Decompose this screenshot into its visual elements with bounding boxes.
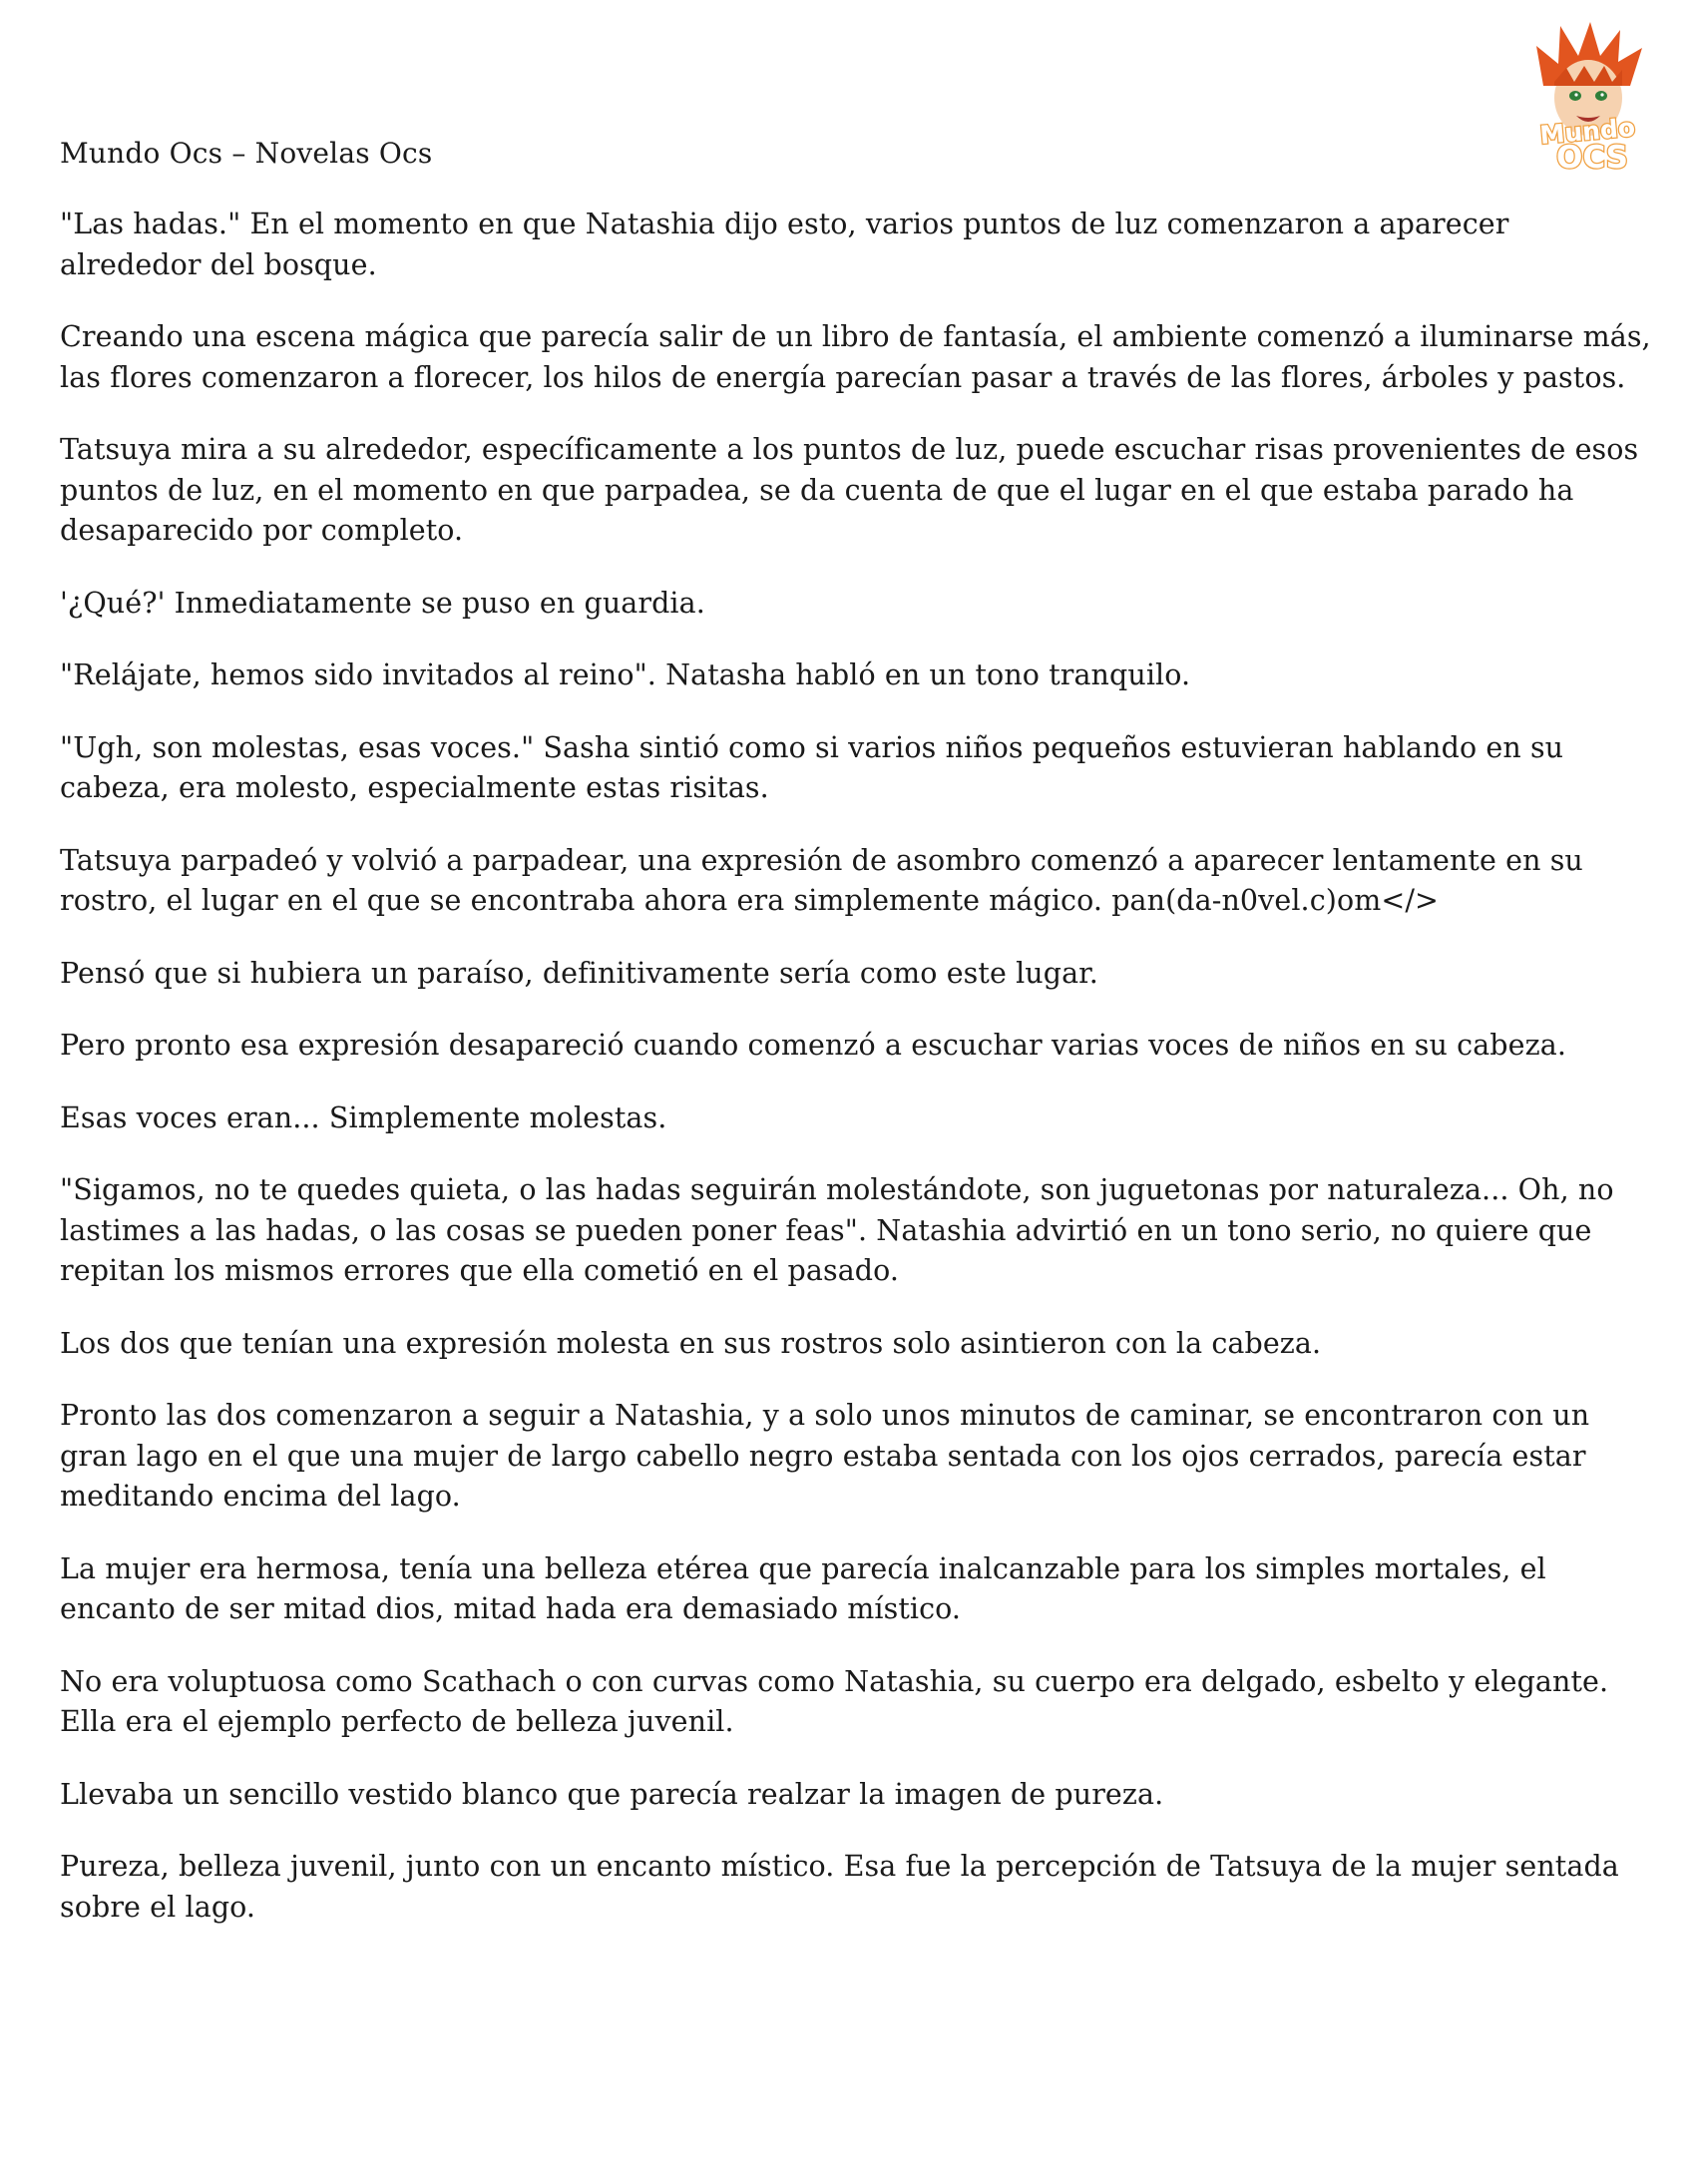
paragraph: "Relájate, hemos sido invitados al reino". Natasha habló en un tono tranquilo. [60, 658, 1191, 691]
paragraph: Tatsuya mira a su alrededor, específicamente a los puntos de luz, puede escuchar risas provenientes de esos puntos de luz, en el momento en que parpadea, se da cuenta de que el lugar en el que estaba parado ha desaparecido por completo. [60, 433, 1639, 547]
paragraph: Pronto las dos comenzaron a seguir a Natashia, y a solo unos minutos de caminar, se encontraron con un gran lago en el que una mujer de largo cabello negro estaba sentada con los ojos cerrados, parecía estar meditando encima del lago. [60, 1399, 1590, 1513]
paragraph: Creando una escena mágica que parecía salir de un libro de fantasía, el ambiente comenzó a iluminarse más, las flores comenzaron a florecer, los hilos de energía parecían pasar a través de las flores, árboles y pastos. [60, 320, 1651, 394]
paragraph: Tatsuya parpadeó y volvió a parpadear, una expresión de asombro comenzó a aparecer lentamente en su rostro, el lugar en el que se encontraba ahora era simplemente mágico. pan(da-n0vel.c)om</> [60, 843, 1583, 917]
page-header-title: Mundo Ocs – Novelas Ocs [60, 137, 433, 170]
novel-body [60, 205, 1656, 1960]
paragraph: La mujer era hermosa, tenía una belleza etérea que parecía inalcanzable para los simples mortales, el encanto de ser mitad dios, mitad hada era demasiado místico. [60, 1551, 1546, 1625]
svg-text:OCS: OCS [1555, 140, 1629, 176]
mundo-ocs-logo [1508, 16, 1668, 176]
paragraph: "Ugh, son molestas, esas voces." Sasha sintió como si varios niños pequeños estuvieran hablando en su cabeza, era molesto, especialmente estas risitas. [60, 730, 1564, 804]
paragraph: '¿Qué?' Inmediatamente se puso en guardia. [60, 586, 705, 620]
paragraph: Los dos que tenían una expresión molesta en sus rostros solo asintieron con la cabeza. [60, 1326, 1322, 1360]
paragraph: Pero pronto esa expresión desapareció cuando comenzó a escuchar varias voces de niños en su cabeza. [60, 1029, 1566, 1062]
paragraph: Esas voces eran... Simplemente molestas. [60, 1100, 667, 1134]
paragraph: Llevaba un sencillo vestido blanco que parecía realzar la imagen de pureza. [60, 1777, 1164, 1811]
paragraph: "Las hadas." En el momento en que Natashia dijo esto, varios puntos de luz comenzaron a aparecer alrededor del bosque. [60, 208, 1509, 281]
svg-text:Mundo: Mundo [1538, 112, 1637, 151]
paragraph: Pensó que si hubiera un paraíso, definitivamente sería como este lugar. [60, 956, 1098, 990]
paragraph: "Sigamos, no te quedes quieta, o las hadas seguirán molestándote, son juguetonas por naturaleza... Oh, no lastimes a las hadas, o las cosas se pueden poner feas". Natashia advirtió en un tono serio, no quiere que repitan los mismos errores que ella cometió en el pasado. [60, 1173, 1614, 1287]
paragraph: No era voluptuosa como Scathach o con curvas como Natashia, su cuerpo era delgado, esbelto y elegante. Ella era el ejemplo perfecto de belleza juvenil. [60, 1664, 1609, 1738]
paragraph: Pureza, belleza juvenil, junto con un encanto místico. Esa fue la percepción de Tatsuya de la mujer sentada sobre el lago. [60, 1850, 1619, 1924]
